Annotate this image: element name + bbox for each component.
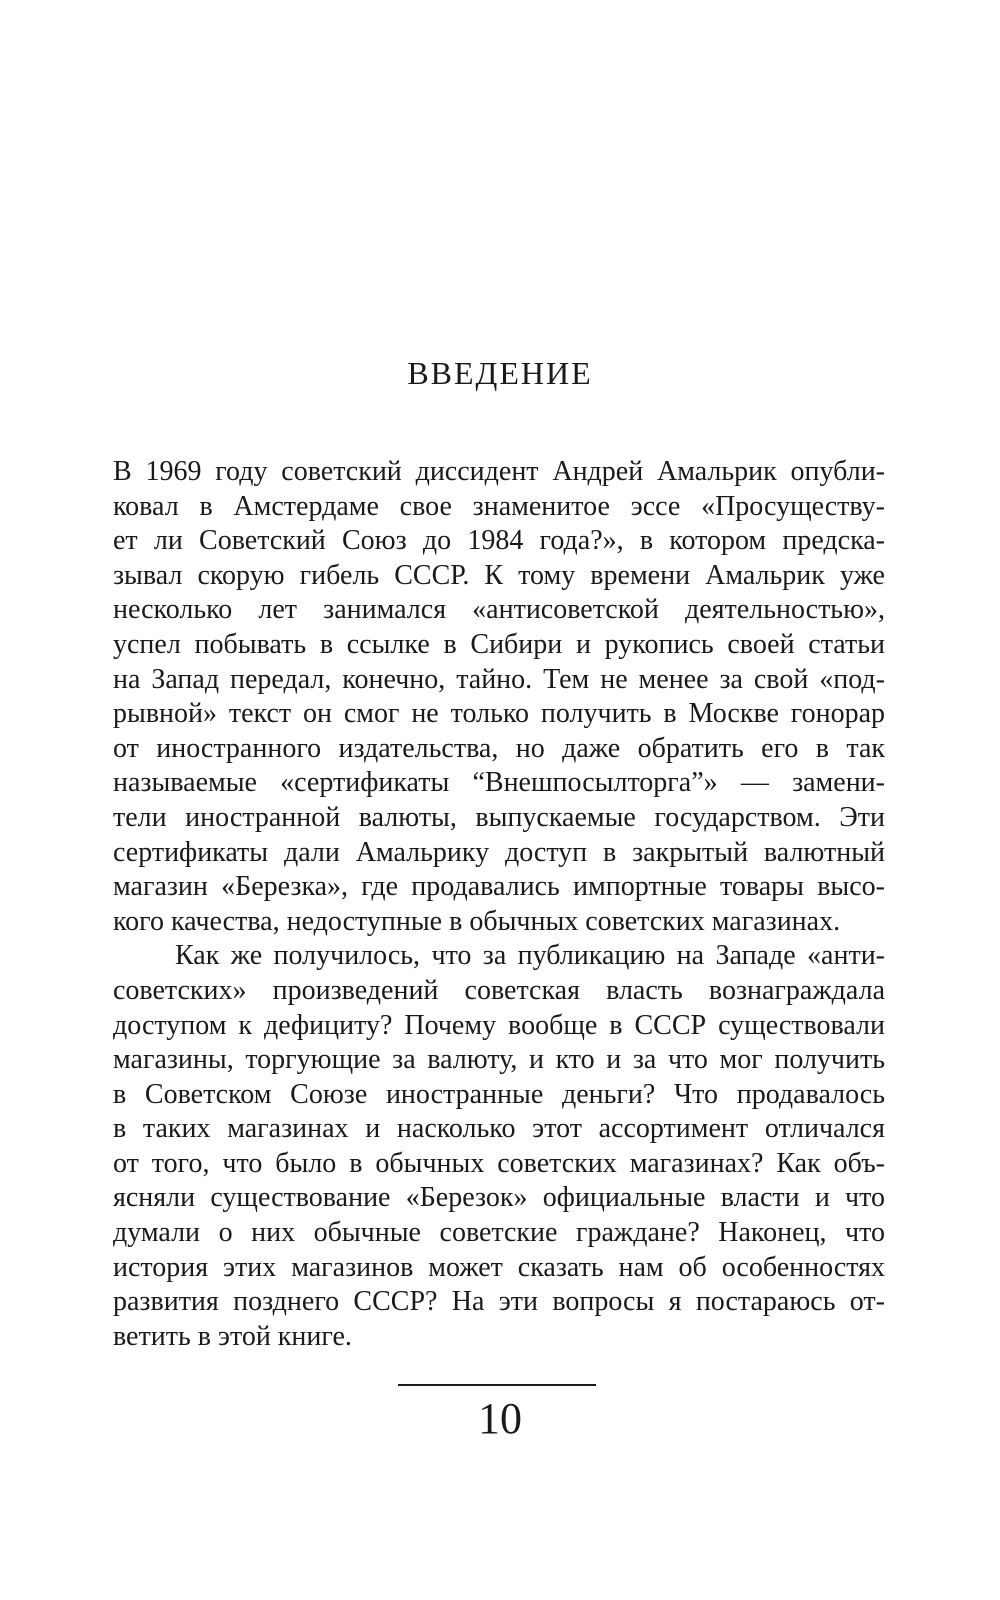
text-line: история этих магазинов может сказать нам об особенностях bbox=[113, 1251, 885, 1283]
text-line: несколько лет занимался «антисоветской деятельностью», bbox=[113, 594, 885, 626]
text-line: магазины, торгующие за валюту, и кто и за что мог получить bbox=[113, 1044, 885, 1076]
text-line: тели иностранной валюты, выпускаемые государством. Эти bbox=[113, 801, 885, 833]
text-line: в Советском Союзе иностранные деньги? Что продавалось bbox=[113, 1078, 885, 1110]
text-line: ветить в этой книге. bbox=[113, 1320, 352, 1352]
text-line: от того, что было в обычных советских магазинах? Как объ- bbox=[113, 1147, 885, 1179]
text-line: в таких магазинах и насколько этот ассортимент отличался bbox=[113, 1113, 885, 1145]
footer-rule bbox=[398, 1384, 596, 1386]
text-line: рывной» текст он смог не только получить в Москве гонорар bbox=[113, 698, 885, 730]
text-line: сертификаты дали Амальрику доступ в закрытый валютный bbox=[113, 836, 885, 868]
text-line: магазин «Березка», где продавались импортные товары высо- bbox=[113, 871, 885, 903]
text-line: В 1969 году советский диссидент Андрей Амальрик опубли- bbox=[113, 456, 885, 487]
paragraph-1 bbox=[113, 455, 885, 939]
text-line: ет ли Советский Союз до 1984 года?», в котором предска- bbox=[113, 525, 885, 557]
text-line: Как же получилось, что за публикацию на Западе «анти- bbox=[175, 940, 885, 972]
text-line: доступом к дефициту? Почему вообще в СССР существовали bbox=[113, 1009, 885, 1041]
text-line: от иностранного издательства, но даже обратить его в так bbox=[113, 732, 885, 764]
text-line: кого качества, недоступные в обычных советских магазинах. bbox=[113, 905, 841, 937]
text-line: называемые «сертификаты “Внешпосылторга”» — замени- bbox=[113, 767, 885, 799]
paragraph-2 bbox=[113, 939, 885, 1354]
text-line: на Запад передал, конечно, тайно. Тем не менее за свой «под- bbox=[113, 663, 885, 695]
page-number: 10 bbox=[478, 1394, 522, 1443]
text-line: ясняли существование «Березок» официальные власти и что bbox=[113, 1182, 885, 1214]
text-line: развития позднего СССР? На эти вопросы я постараюсь от- bbox=[113, 1286, 885, 1318]
text-line: советских» произведений советская власть вознаграждала bbox=[113, 974, 885, 1006]
text-line: думали о них обычные советские граждане? Наконец, что bbox=[113, 1217, 885, 1249]
body-text bbox=[113, 455, 885, 1354]
chapter-title: ВВЕДЕНИЕ bbox=[407, 355, 593, 391]
text-line: успел побывать в ссылке в Сибири и рукопись своей статьи bbox=[113, 628, 885, 660]
text-line: ковал в Амстердаме свое знаменитое эссе «Просуществу- bbox=[113, 490, 885, 522]
text-line: зывал скорую гибель СССР. К тому времени Амальрик уже bbox=[113, 559, 885, 591]
